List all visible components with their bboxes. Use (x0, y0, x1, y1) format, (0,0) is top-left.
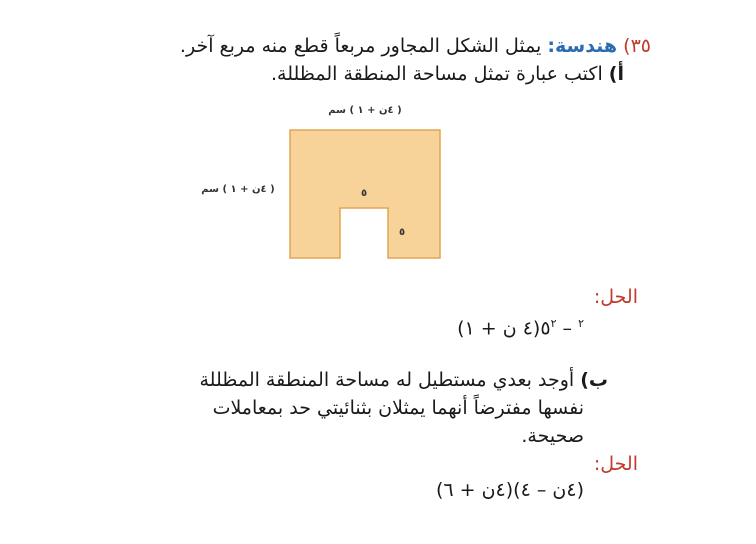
top-dimension-label: ( ٤ن + ١ ) سم (328, 105, 402, 116)
solution-a-exponent-1: ٢ (578, 317, 584, 330)
part-b-line-1 (199, 368, 608, 392)
cut-top-label: ٥ (360, 188, 368, 199)
question-line-2 (271, 62, 624, 86)
part-b-text-2: نفسها مفترضاً أنهما يمثلان بثنائيتي حد بمعاملات (212, 397, 584, 419)
part-b-label: ب) (580, 369, 608, 391)
solution-a-expression (457, 312, 584, 340)
part-b-line-2 (213, 396, 584, 420)
solution-a-exponent-2: ٢ (550, 317, 557, 330)
shaded-region-figure (180, 95, 480, 270)
side-dimension-label: ( ٤ن + ١ ) سم (201, 184, 275, 195)
part-a-text: اكتب عبارة تمثل مساحة المنطقة المظللة. (270, 63, 603, 85)
part-b-text-3: صحيحة. (521, 425, 584, 447)
solution-a-label: الحل: (593, 286, 638, 308)
solution-b-expression: (٤ن + ٦)(٤ن – ٤) (435, 479, 584, 501)
solution-a-base: (٤ ن + ١) (457, 317, 541, 340)
part-a-label: أ) (608, 63, 624, 85)
question-number: ٣٥) (623, 35, 651, 57)
part-b-line-3 (521, 424, 584, 448)
solution-a-minus: – ٥ (540, 317, 579, 340)
question-topic: هندسة: (547, 35, 618, 57)
solution-b-label: الحل: (593, 453, 638, 475)
part-b-text-1: أوجد بعدي مستطيل له مساحة المنطقة المظللة (199, 369, 575, 391)
question-statement: يمثل الشكل المجاور مربعاً قطع منه مربع آخر. (179, 35, 542, 57)
question-line-1 (180, 34, 651, 58)
cut-side-label: ٥ (398, 227, 406, 238)
